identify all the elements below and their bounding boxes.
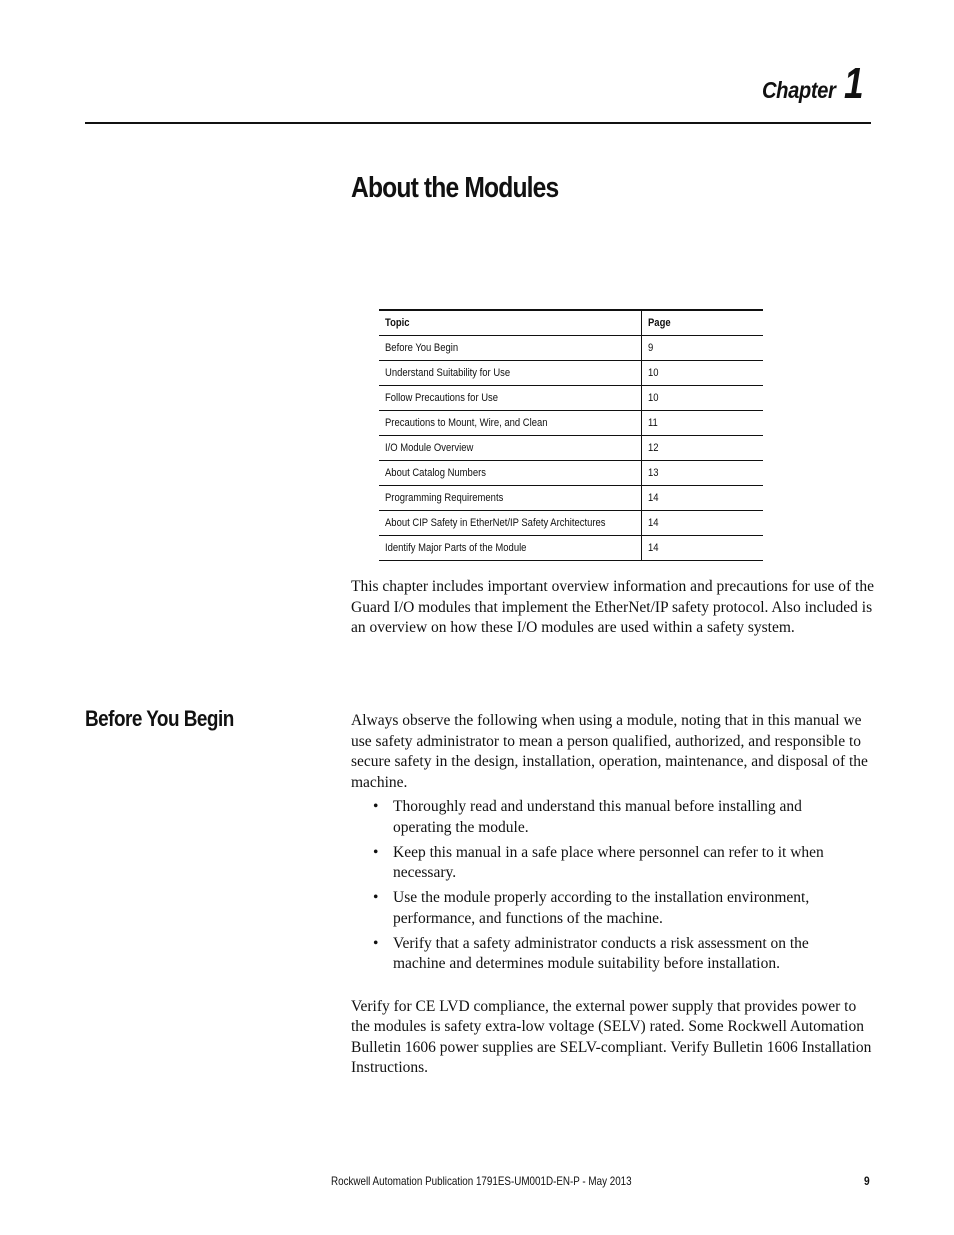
page-cell: 10 [642,386,763,411]
chapter-heading [752,59,868,108]
before-you-begin-body [351,711,876,1079]
page-cell: 14 [642,511,763,536]
topic-cell: Precautions to Mount, Wire, and Clean [379,411,642,436]
body-paragraph: Always observe the following when using a module, noting that in this manual we use safety administrator to mean a person qualified, authorized, and responsible to secure safety in the design, installation, operation, maintenance, and disposal of the machine. [351,712,868,791]
page-cell: 9 [642,336,763,361]
table-row [379,411,763,436]
topic-cell: Follow Precautions for Use [379,386,642,411]
section-heading-before-you-begin: Before You Begin [85,706,234,731]
list-item-text: Use the module properly according to the installation environment, performance, and functions of the machine. [393,889,810,927]
topic-cell: Understand Suitability for Use [379,361,642,386]
footer-page-number: 9 [864,1174,870,1188]
list-item [351,888,863,929]
footer-publication: Rockwell Automation Publication 1791ES-UM001D-EN-P - May 2013 [331,1174,632,1188]
page-cell: 11 [642,411,763,436]
table-row [379,336,763,361]
bullet-icon: • [373,843,379,861]
chapter-divider [85,122,871,124]
page-title: About the Modules [351,172,559,204]
bullet-icon: • [373,934,379,952]
topic-cell: Programming Requirements [379,486,642,511]
table-row [379,436,763,461]
page-cell: 12 [642,436,763,461]
page-cell: 14 [642,486,763,511]
list-item [351,934,863,975]
topic-cell: About Catalog Numbers [379,461,642,486]
page-cell: 14 [642,536,763,561]
topic-cell: About CIP Safety in EtherNet/IP Safety Architectures [379,511,642,536]
table-row [379,486,763,511]
table-row [379,511,763,536]
bullet-icon: • [373,889,379,906]
column-header-page: Page [642,310,763,336]
topics-table [379,309,763,561]
bullet-icon: • [373,798,379,815]
page-cell: 10 [642,361,763,386]
intro-paragraph: This chapter includes important overview information and precautions for use of the Guard I/O modules that implement the EtherNet/IP safety protocol. Also included is an overview on how these I/O modules are used within a safety system. [351,578,874,636]
list-item [351,843,863,884]
list-item-text: Thoroughly read and understand this manual before installing and operating the module. [393,798,802,836]
chapter-number: 1 [843,59,864,108]
chapter-label: Chapter [762,77,836,103]
topic-cell: I/O Module Overview [379,436,642,461]
table-row [379,536,763,561]
table-row [379,386,763,411]
column-header-topic: Topic [379,310,642,336]
list-item-text: Verify that a safety administrator conducts a risk assessment on the machine and determines module suitability before installation. [393,934,809,972]
table-row [379,361,763,386]
body-paragraph-selv: Verify for CE LVD compliance, the external power supply that provides power to the modules is safety extra-low voltage (SELV) rated. Some Rockwell Automation Bulletin 1606 power supplies are SELV-compliant. Verify Bulletin 1606 Installation Instructions. [351,997,872,1076]
topic-cell: Identify Major Parts of the Module [379,536,642,561]
table-header-row [379,310,763,336]
precautions-list [351,797,876,975]
list-item [351,797,863,838]
table-row [379,461,763,486]
page-cell: 13 [642,461,763,486]
list-item-text: Keep this manual in a safe place where personnel can refer to it when necessary. [393,843,824,881]
topic-cell: Before You Begin [379,336,642,361]
